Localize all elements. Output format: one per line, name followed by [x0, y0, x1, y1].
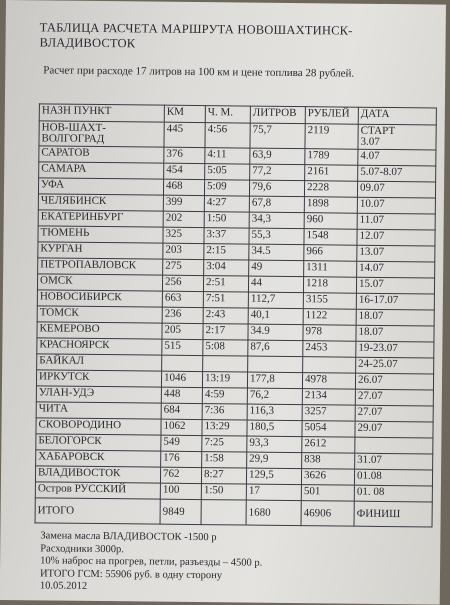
cell-km: 1046 — [161, 371, 202, 387]
cell-liters — [248, 356, 303, 373]
cell-destination: САРАТОВ — [39, 146, 164, 163]
cell-km: 202 — [163, 211, 204, 227]
cell-km: 448 — [161, 387, 202, 403]
cell-date: 14.07 — [357, 261, 435, 278]
cell-liters: 180,5 — [247, 420, 302, 437]
cell-time: 2:15 — [204, 244, 249, 260]
cell-rubles: 2119 — [305, 124, 358, 150]
header-hours-minutes: Ч. М. — [205, 106, 250, 123]
route-table-body — [35, 121, 436, 527]
cell-destination: КРАСНОЯРСК — [37, 338, 162, 355]
cell-liters: 93,3 — [247, 436, 302, 453]
cell-date: 24-25.07 — [356, 357, 434, 374]
cell-time: 5:05 — [205, 164, 250, 180]
title-line-1: ТАБЛИЦА РАСЧЕТА МАРШРУТА НОВОШАХТИНСК- — [39, 20, 353, 38]
cell-time: 7:36 — [202, 404, 247, 420]
consumables-note: Расходники 3000р. — [40, 542, 124, 555]
cell-date: 11.07 — [357, 213, 435, 230]
cell-km: 275 — [163, 259, 204, 275]
cell-liters: 177,8 — [247, 372, 302, 389]
cell-date: 5.07-8.07 — [358, 165, 436, 182]
table-total-row — [35, 498, 432, 527]
cell-liters: 77,2 — [250, 164, 305, 181]
cell-liters: 34,3 — [249, 212, 304, 229]
cell-rubles: 1898 — [304, 197, 357, 214]
cell-km: 549 — [161, 435, 202, 451]
cell-km: 663 — [162, 291, 203, 307]
cell-date: 01. 08 — [354, 485, 432, 502]
cell-time: 4:27 — [204, 196, 249, 212]
cell-rubles: 2453 — [303, 341, 356, 358]
cell-rubles: 2161 — [305, 165, 358, 182]
cell-date: 31.07 — [355, 453, 433, 470]
cell-destination: УФА — [38, 178, 163, 195]
cell-date: 16-17.07 — [356, 293, 434, 310]
cell-liters: 79,6 — [249, 180, 304, 197]
cell-rubles: 3626 — [301, 469, 354, 486]
cell-time: 2:51 — [203, 276, 248, 292]
cell-date: 15.07 — [356, 277, 434, 294]
calculation-note: Расчет при расходе 17 литров на 100 км и цене топлива 28 рублей. — [43, 64, 355, 80]
cell-date: 26.07 — [355, 373, 433, 390]
cell-time: 7:51 — [203, 292, 248, 308]
cell-date — [355, 437, 433, 454]
cell-date: СТАРТ 3.07 — [358, 124, 436, 150]
cell-rubles: 2134 — [302, 389, 355, 406]
cell-liters: 55,3 — [249, 228, 304, 245]
cell-liters: 29,9 — [247, 452, 302, 469]
cell-date: 4.07 — [358, 149, 436, 166]
cell-km: 376 — [164, 147, 205, 163]
cell-date: 13.07 — [357, 245, 435, 262]
cell-time: 13:29 — [202, 420, 247, 436]
cell-destination: УЛАН-УДЭ — [36, 386, 161, 403]
total-cell-time — [201, 500, 246, 525]
route-table — [35, 103, 437, 527]
cell-destination: КЕМЕРОВО — [37, 322, 162, 339]
title-line-2: ВЛАДИВОСТОК — [39, 35, 136, 51]
cell-date: 29.07 — [355, 421, 433, 438]
cell-date: 19-23.07 — [356, 341, 434, 358]
cell-destination: СКОВОРОДИНО — [36, 418, 161, 435]
cell-km: 1062 — [161, 419, 202, 435]
cell-destination: ЧЕЛЯБИНСК — [38, 194, 163, 211]
total-cell-rubles: 46906 — [301, 501, 354, 527]
cell-time: 4:56 — [205, 123, 250, 148]
cell-liters: 76,2 — [247, 388, 302, 405]
cell-rubles: 4978 — [302, 373, 355, 390]
header-date: ДАТА — [358, 107, 436, 125]
cell-rubles: 1311 — [304, 261, 357, 278]
cell-km: 325 — [163, 227, 204, 243]
cell-destination: НОВ-ШАХТ- ВОЛГОГРАД — [39, 121, 164, 147]
header-km: КМ — [164, 105, 205, 122]
cell-km: 205 — [162, 323, 203, 339]
cell-km: 684 — [161, 403, 202, 419]
cell-rubles: 960 — [304, 213, 357, 230]
cell-liters: 17 — [246, 484, 301, 501]
cell-liters: 129,5 — [246, 468, 301, 485]
cell-destination: ПЕТРОПАВЛОВСК — [38, 258, 163, 275]
total-cell-liters: 1680 — [246, 500, 301, 526]
cell-rubles: 501 — [301, 485, 354, 502]
cell-liters: 40,1 — [248, 308, 303, 325]
total-cell-km: 9849 — [160, 499, 201, 524]
cell-destination: ТЮМЕНЬ — [38, 226, 163, 243]
cell-liters: 34.9 — [248, 324, 303, 341]
cell-date: 27.07 — [355, 389, 433, 406]
cell-km: 454 — [164, 163, 205, 179]
cell-time: 5:08 — [203, 340, 248, 356]
cell-date: 18.07 — [356, 325, 434, 342]
cell-destination: ЕКАТЕРИНБУРГ — [38, 210, 163, 227]
cell-time: 1:58 — [202, 452, 247, 468]
cell-destination: ТОМСК — [37, 306, 162, 323]
summary-notes — [40, 530, 431, 597]
cell-km: 236 — [162, 307, 203, 323]
cell-destination: ОМСК — [37, 274, 162, 291]
cell-rubles: 1122 — [303, 309, 356, 326]
cell-liters: 44 — [248, 276, 303, 293]
cell-destination: БЕЛОГОРСК — [36, 434, 161, 451]
cell-time: 5:09 — [204, 180, 249, 196]
total-cell-destination: ИТОГО — [35, 498, 160, 524]
cell-rubles: 3155 — [303, 293, 356, 310]
cell-destination: ИРКУТСК — [36, 370, 161, 387]
fuel-total-note: ИТОГО ГСМ: 55906 руб. в одну сторону — [39, 567, 223, 581]
cell-rubles: 966 — [304, 245, 357, 262]
cell-date: 18.07 — [356, 309, 434, 326]
cell-destination: НОВОСИБИРСК — [37, 290, 162, 307]
warmup-allowance-note: 10% наброс на прогрев, петли, разъезды – 4500 р. — [40, 555, 263, 569]
cell-destination: ВЛАДИВОСТОК — [35, 466, 160, 483]
cell-km: 203 — [163, 243, 204, 259]
cell-destination: ЧИТА — [36, 402, 161, 419]
cell-km: 176 — [161, 451, 202, 467]
cell-liters: 112,7 — [248, 292, 303, 309]
cell-km: 468 — [163, 179, 204, 195]
cell-km: 445 — [164, 122, 205, 147]
cell-rubles — [303, 357, 356, 374]
cell-rubles: 2228 — [304, 181, 357, 198]
cell-time: 13:19 — [202, 372, 247, 388]
cell-liters: 34.5 — [249, 244, 304, 261]
cell-date: 01.08 — [354, 469, 432, 486]
cell-date: 12.07 — [357, 229, 435, 246]
cell-rubles: 5054 — [302, 421, 355, 438]
cell-time: 2:43 — [203, 308, 248, 324]
cell-time: 4:11 — [205, 148, 250, 164]
cell-destination: САМАРА — [39, 162, 164, 179]
cell-time: 3:04 — [204, 260, 249, 276]
oil-change-note: Замена масла ВЛАДИВОСТОК -1500 р — [40, 530, 217, 544]
cell-km: 515 — [162, 339, 203, 355]
cell-date: 09.07 — [357, 181, 435, 198]
cell-destination: Остров РУССКИЙ — [35, 482, 160, 499]
cell-liters: 67,8 — [249, 196, 304, 213]
cell-liters: 87,6 — [248, 340, 303, 357]
cell-rubles: 1218 — [303, 277, 356, 294]
cell-date: 27.07 — [355, 405, 433, 422]
cell-km — [162, 355, 203, 371]
header-destination: НАЗН ПУНКТ — [39, 104, 164, 122]
cell-date: 10.07 — [357, 197, 435, 214]
cell-km: 399 — [163, 195, 204, 211]
cell-time — [203, 356, 248, 372]
cell-km: 762 — [160, 467, 201, 483]
cell-time: 3:37 — [204, 228, 249, 244]
cell-km: 100 — [160, 483, 201, 499]
header-rubles: РУБЛЕЙ — [305, 107, 358, 125]
header-liters: ЛИТРОВ — [250, 106, 305, 124]
cell-liters: 75,7 — [250, 123, 305, 149]
cell-km: 256 — [162, 275, 203, 291]
cell-rubles: 1548 — [304, 229, 357, 246]
cell-time: 8:27 — [201, 468, 246, 484]
cell-liters: 116,3 — [247, 404, 302, 421]
cell-rubles: 3257 — [302, 405, 355, 422]
cell-destination: БАЙКАЛ — [37, 354, 162, 371]
cell-time: 2:17 — [203, 324, 248, 340]
cell-time: 1:50 — [204, 212, 249, 228]
cell-destination: ХАБАРОВСК — [36, 450, 161, 467]
cell-liters: 49 — [249, 260, 304, 277]
cell-rubles: 1789 — [305, 149, 358, 166]
document-date: 10.05.2012 — [39, 580, 88, 592]
cell-liters: 63,9 — [250, 148, 305, 165]
document-title — [39, 20, 429, 54]
cell-time: 4:59 — [202, 388, 247, 404]
cell-time: 1:50 — [201, 484, 246, 500]
cell-rubles: 978 — [303, 325, 356, 342]
cell-destination: КУРГАН — [38, 242, 163, 259]
cell-rubles: 838 — [302, 453, 355, 470]
cell-time: 7:25 — [202, 436, 247, 452]
cell-rubles: 2612 — [302, 437, 355, 454]
total-cell-date: ФИНИШ — [354, 501, 432, 527]
